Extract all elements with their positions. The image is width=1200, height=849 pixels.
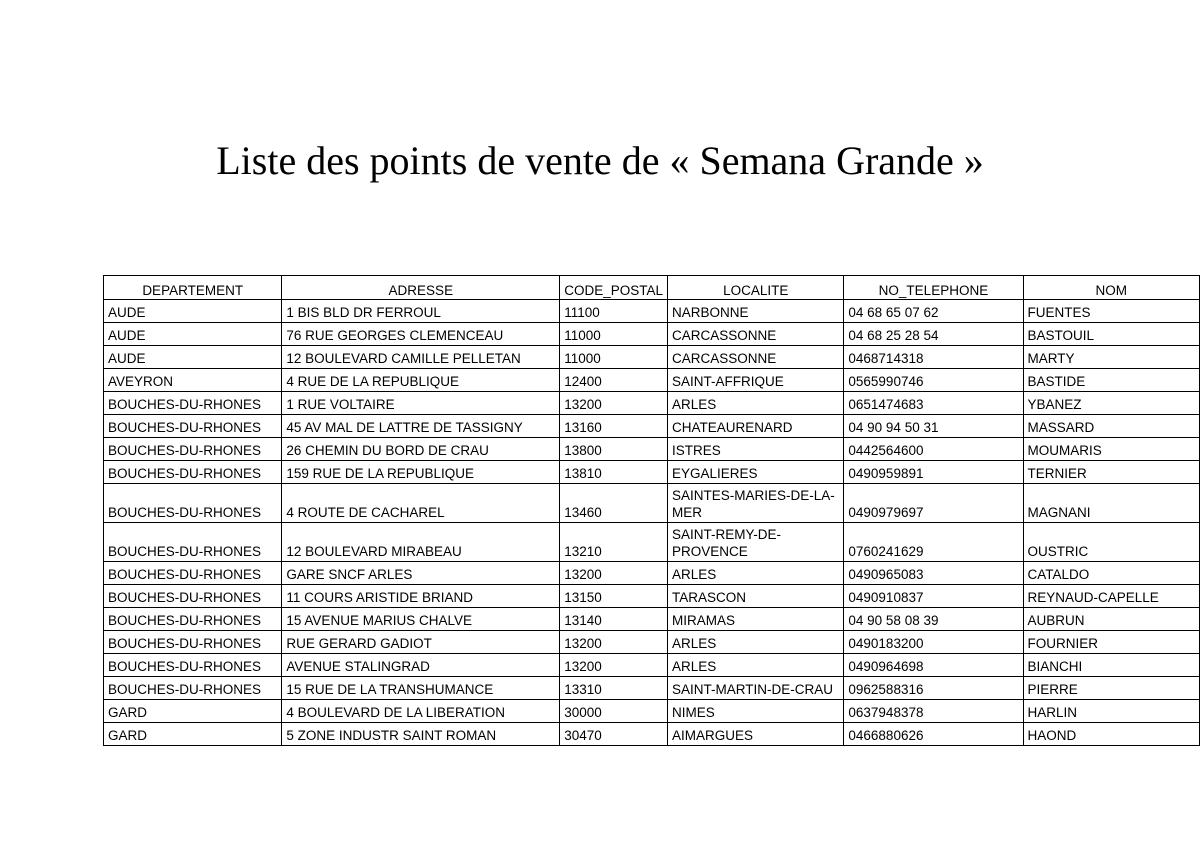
cell-code-postal: 11100 xyxy=(560,300,668,323)
cell-code-postal: 30000 xyxy=(560,700,668,723)
cell-departement: BOUCHES-DU-RHONES xyxy=(104,654,282,677)
cell-departement: AUDE xyxy=(104,323,282,346)
cell-nom: HARLIN xyxy=(1023,700,1200,723)
cell-no-telephone: 0760241629 xyxy=(844,523,1023,562)
cell-code-postal: 13210 xyxy=(560,523,668,562)
cell-localite: ARLES xyxy=(668,392,844,415)
cell-adresse: 4 ROUTE DE CACHAREL xyxy=(282,484,560,523)
table-row xyxy=(104,323,1200,346)
cell-localite: AIMARGUES xyxy=(668,723,844,746)
cell-departement: BOUCHES-DU-RHONES xyxy=(104,415,282,438)
cell-adresse: 12 BOULEVARD MIRABEAU xyxy=(282,523,560,562)
table-row xyxy=(104,585,1200,608)
cell-adresse: 4 RUE DE LA REPUBLIQUE xyxy=(282,369,560,392)
cell-no-telephone: 0490965083 xyxy=(844,562,1023,585)
header-departement: DEPARTEMENT xyxy=(104,276,282,300)
cell-departement: GARD xyxy=(104,723,282,746)
cell-departement: AUDE xyxy=(104,300,282,323)
cell-nom: MASSARD xyxy=(1023,415,1200,438)
cell-adresse: 15 AVENUE MARIUS CHALVE xyxy=(282,608,560,631)
cell-departement: BOUCHES-DU-RHONES xyxy=(104,523,282,562)
cell-nom: PIERRE xyxy=(1023,677,1200,700)
cell-no-telephone: 0637948378 xyxy=(844,700,1023,723)
cell-adresse: 5 ZONE INDUSTR SAINT ROMAN xyxy=(282,723,560,746)
cell-nom: OUSTRIC xyxy=(1023,523,1200,562)
cell-departement: GARD xyxy=(104,700,282,723)
table-body xyxy=(104,300,1200,746)
cell-departement: BOUCHES-DU-RHONES xyxy=(104,484,282,523)
cell-no-telephone: 0565990746 xyxy=(844,369,1023,392)
header-adresse: ADRESSE xyxy=(282,276,560,300)
cell-no-telephone: 0466880626 xyxy=(844,723,1023,746)
cell-code-postal: 13800 xyxy=(560,438,668,461)
table-row xyxy=(104,654,1200,677)
cell-localite: EYGALIERES xyxy=(668,461,844,484)
cell-nom: MAGNANI xyxy=(1023,484,1200,523)
cell-no-telephone: 0490979697 xyxy=(844,484,1023,523)
table-row xyxy=(104,523,1200,562)
table-row xyxy=(104,700,1200,723)
cell-code-postal: 13160 xyxy=(560,415,668,438)
cell-adresse: 45 AV MAL DE LATTRE DE TASSIGNY xyxy=(282,415,560,438)
cell-nom: FOURNIER xyxy=(1023,631,1200,654)
header-code-postal: CODE_POSTAL xyxy=(560,276,668,300)
cell-no-telephone: 0490964698 xyxy=(844,654,1023,677)
cell-no-telephone: 04 90 94 50 31 xyxy=(844,415,1023,438)
cell-adresse: 26 CHEMIN DU BORD DE CRAU xyxy=(282,438,560,461)
cell-nom: CATALDO xyxy=(1023,562,1200,585)
cell-adresse: 11 COURS ARISTIDE BRIAND xyxy=(282,585,560,608)
cell-adresse: 12 BOULEVARD CAMILLE PELLETAN xyxy=(282,346,560,369)
cell-adresse: AVENUE STALINGRAD xyxy=(282,654,560,677)
cell-code-postal: 30470 xyxy=(560,723,668,746)
table-row xyxy=(104,461,1200,484)
cell-no-telephone: 0490910837 xyxy=(844,585,1023,608)
cell-code-postal: 13150 xyxy=(560,585,668,608)
cell-no-telephone: 0962588316 xyxy=(844,677,1023,700)
table-row xyxy=(104,608,1200,631)
page-title: Liste des points de vente de « Semana Grande » xyxy=(216,138,984,183)
cell-localite: CHATEAURENARD xyxy=(668,415,844,438)
cell-code-postal: 13200 xyxy=(560,631,668,654)
cell-adresse: GARE SNCF ARLES xyxy=(282,562,560,585)
table-row xyxy=(104,415,1200,438)
cell-nom: MARTY xyxy=(1023,346,1200,369)
table-row xyxy=(104,300,1200,323)
cell-departement: BOUCHES-DU-RHONES xyxy=(104,392,282,415)
cell-code-postal: 13200 xyxy=(560,654,668,677)
cell-departement: BOUCHES-DU-RHONES xyxy=(104,677,282,700)
cell-adresse: RUE GERARD GADIOT xyxy=(282,631,560,654)
cell-localite: SAINTES-MARIES-DE-LA-MER xyxy=(668,484,844,523)
cell-nom: BASTIDE xyxy=(1023,369,1200,392)
cell-localite: CARCASSONNE xyxy=(668,323,844,346)
cell-code-postal: 13810 xyxy=(560,461,668,484)
cell-adresse: 159 RUE DE LA REPUBLIQUE xyxy=(282,461,560,484)
cell-no-telephone: 0490183200 xyxy=(844,631,1023,654)
cell-localite: NIMES xyxy=(668,700,844,723)
cell-code-postal: 12400 xyxy=(560,369,668,392)
stores-table xyxy=(103,275,1200,746)
table-row xyxy=(104,723,1200,746)
cell-code-postal: 13460 xyxy=(560,484,668,523)
cell-code-postal: 13310 xyxy=(560,677,668,700)
cell-localite: ARLES xyxy=(668,654,844,677)
cell-localite: ARLES xyxy=(668,631,844,654)
cell-departement: BOUCHES-DU-RHONES xyxy=(104,438,282,461)
cell-code-postal: 13200 xyxy=(560,562,668,585)
cell-localite: SAINT-AFFRIQUE xyxy=(668,369,844,392)
cell-adresse: 1 RUE VOLTAIRE xyxy=(282,392,560,415)
table-row xyxy=(104,438,1200,461)
table-row xyxy=(104,631,1200,654)
cell-localite: SAINT-MARTIN-DE-CRAU xyxy=(668,677,844,700)
cell-no-telephone: 04 68 65 07 62 xyxy=(844,300,1023,323)
cell-adresse: 15 RUE DE LA TRANSHUMANCE xyxy=(282,677,560,700)
cell-nom: FUENTES xyxy=(1023,300,1200,323)
cell-adresse: 4 BOULEVARD DE LA LIBERATION xyxy=(282,700,560,723)
cell-localite: NARBONNE xyxy=(668,300,844,323)
cell-code-postal: 13200 xyxy=(560,392,668,415)
cell-nom: TERNIER xyxy=(1023,461,1200,484)
cell-departement: BOUCHES-DU-RHONES xyxy=(104,461,282,484)
cell-code-postal: 11000 xyxy=(560,323,668,346)
cell-departement: BOUCHES-DU-RHONES xyxy=(104,585,282,608)
table-row xyxy=(104,392,1200,415)
cell-no-telephone: 0468714318 xyxy=(844,346,1023,369)
cell-code-postal: 13140 xyxy=(560,608,668,631)
cell-localite: MIRAMAS xyxy=(668,608,844,631)
header-no-telephone: NO_TELEPHONE xyxy=(844,276,1023,300)
cell-no-telephone: 0651474683 xyxy=(844,392,1023,415)
cell-no-telephone: 04 68 25 28 54 xyxy=(844,323,1023,346)
cell-localite: ISTRES xyxy=(668,438,844,461)
cell-departement: AUDE xyxy=(104,346,282,369)
cell-nom: REYNAUD-CAPELLE xyxy=(1023,585,1200,608)
cell-no-telephone: 04 90 58 08 39 xyxy=(844,608,1023,631)
cell-departement: BOUCHES-DU-RHONES xyxy=(104,562,282,585)
header-nom: NOM xyxy=(1023,276,1200,300)
cell-localite: SAINT-REMY-DE-PROVENCE xyxy=(668,523,844,562)
table-row xyxy=(104,562,1200,585)
cell-code-postal: 11000 xyxy=(560,346,668,369)
cell-adresse: 1 BIS BLD DR FERROUL xyxy=(282,300,560,323)
header-row xyxy=(104,276,1200,300)
cell-adresse: 76 RUE GEORGES CLEMENCEAU xyxy=(282,323,560,346)
cell-no-telephone: 0490959891 xyxy=(844,461,1023,484)
cell-nom: HAOND xyxy=(1023,723,1200,746)
cell-localite: CARCASSONNE xyxy=(668,346,844,369)
table-header xyxy=(104,276,1200,300)
cell-no-telephone: 0442564600 xyxy=(844,438,1023,461)
cell-departement: BOUCHES-DU-RHONES xyxy=(104,631,282,654)
cell-departement: BOUCHES-DU-RHONES xyxy=(104,608,282,631)
cell-nom: MOUMARIS xyxy=(1023,438,1200,461)
cell-nom: BIANCHI xyxy=(1023,654,1200,677)
cell-localite: ARLES xyxy=(668,562,844,585)
table-row xyxy=(104,677,1200,700)
cell-nom: YBANEZ xyxy=(1023,392,1200,415)
cell-localite: TARASCON xyxy=(668,585,844,608)
header-localite: LOCALITE xyxy=(668,276,844,300)
cell-nom: AUBRUN xyxy=(1023,608,1200,631)
table-row xyxy=(104,369,1200,392)
cell-departement: AVEYRON xyxy=(104,369,282,392)
cell-nom: BASTOUIL xyxy=(1023,323,1200,346)
table-row xyxy=(104,484,1200,523)
table-row xyxy=(104,346,1200,369)
